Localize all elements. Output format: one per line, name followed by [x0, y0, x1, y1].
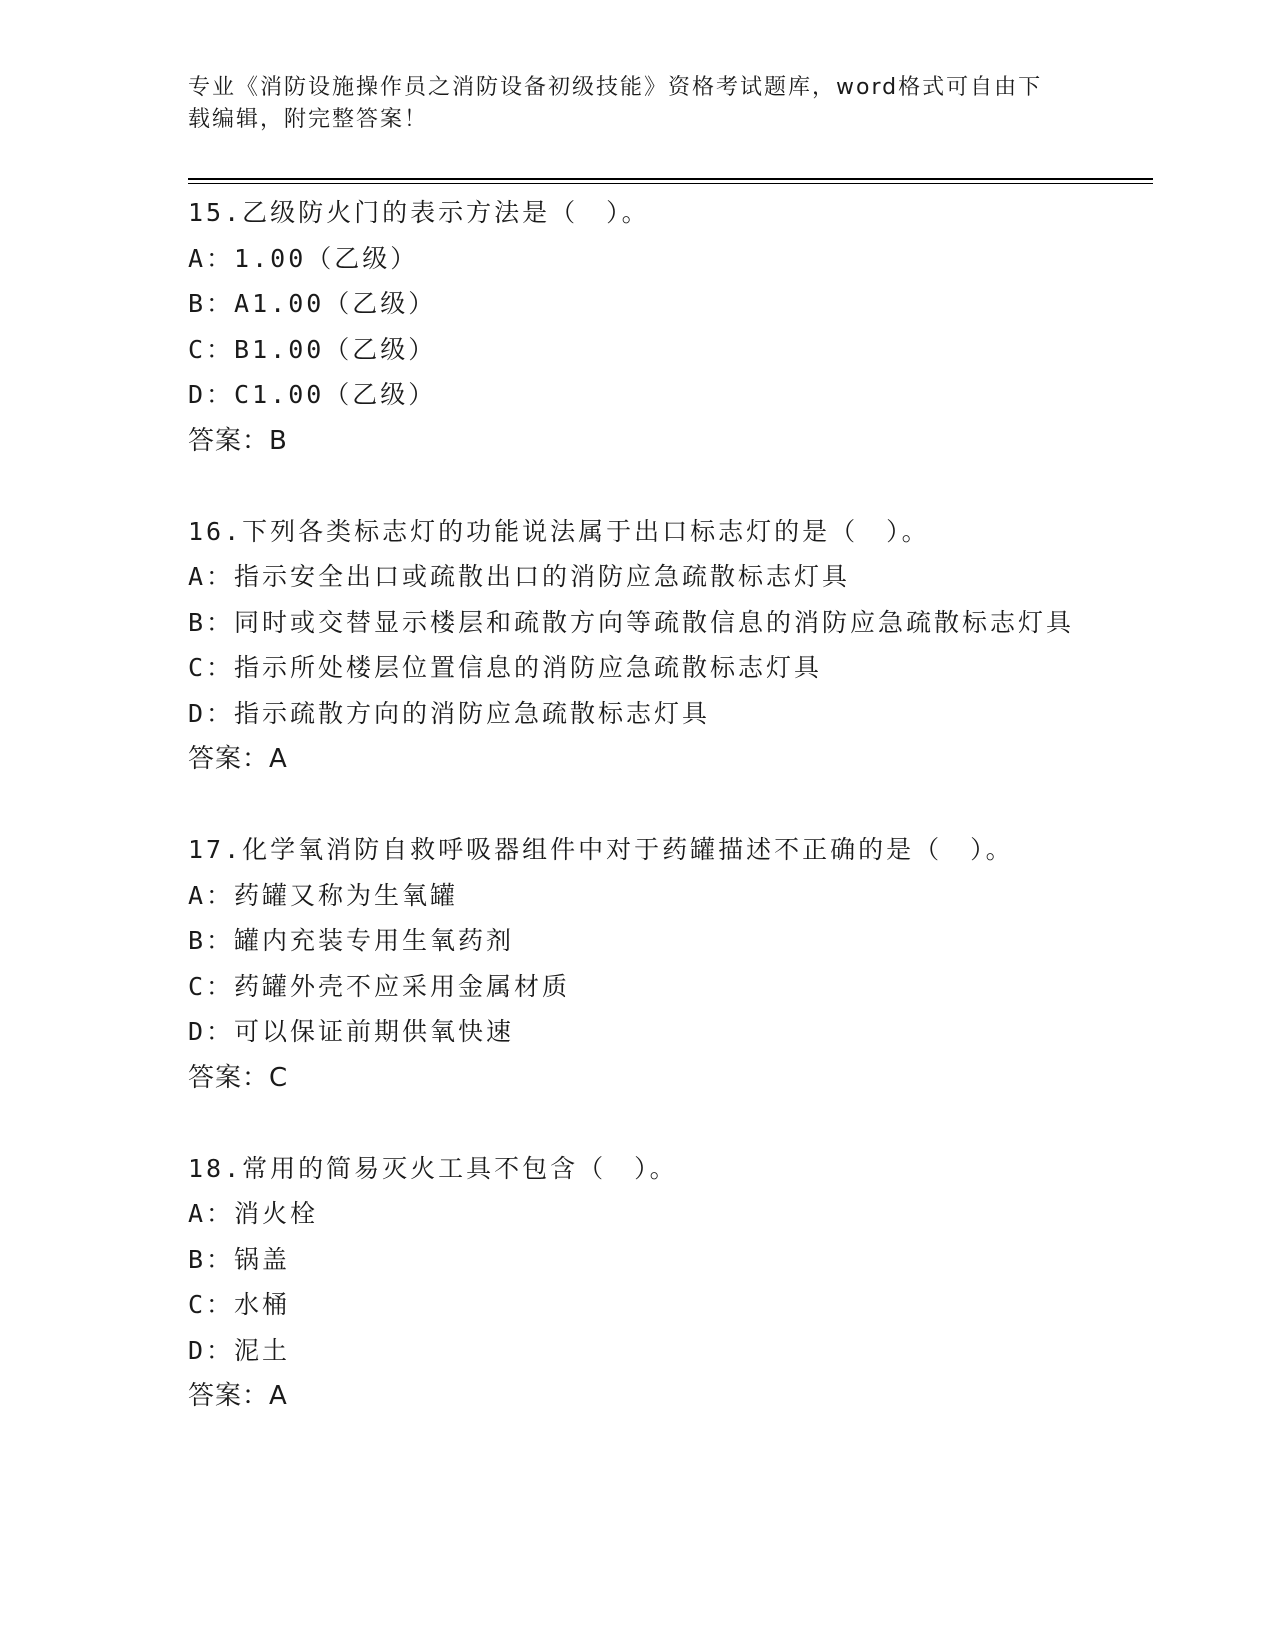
option-c: C：水桶 — [188, 1290, 291, 1319]
option-b: B：罐内充装专用生氧药剂 — [188, 926, 515, 955]
header-divider-thick — [188, 178, 1153, 180]
question-16 — [188, 509, 1088, 783]
option-d: D：泥土 — [188, 1335, 291, 1365]
question-stem: 16.下列各类标志灯的功能说法属于出口标志灯的是（ ）。 — [188, 516, 930, 546]
option-d: D：可以保证前期供氧快速 — [188, 1017, 515, 1046]
question-stem: 17.化学氧消防自救呼吸器组件中对于药罐描述不正确的是（ ）。 — [188, 835, 1014, 864]
option-c: C：指示所处楼层位置信息的消防应急疏散标志灯具 — [188, 653, 823, 682]
answer: 答案：C — [188, 1062, 289, 1093]
option-a: A：1.00（乙级） — [188, 243, 419, 273]
option-c: C：B1.00（乙级） — [188, 334, 437, 364]
document-header — [188, 72, 1068, 136]
question-15 — [188, 190, 1088, 464]
option-a: A：指示安全出口或疏散出口的消防应急疏散标志灯具 — [188, 562, 851, 591]
header-line-2: 载编辑，附完整答案！ — [188, 107, 429, 132]
option-b: B：A1.00（乙级） — [188, 289, 437, 318]
question-list — [188, 190, 1088, 1464]
question-stem: 15.乙级防火门的表示方法是（ ）。 — [188, 198, 650, 227]
answer: 答案：A — [188, 744, 288, 774]
question-17 — [188, 827, 1088, 1101]
option-b: B：同时或交替显示楼层和疏散方向等疏散信息的消防应急疏散标志灯具 — [188, 607, 1075, 637]
option-a: A：药罐又称为生氧罐 — [188, 880, 459, 910]
answer: 答案：B — [188, 425, 288, 456]
option-b: B：锅盖 — [188, 1244, 291, 1274]
header-line-1: 专业《消防设施操作员之消防设备初级技能》资格考试题库，word格式可自由下 — [188, 75, 1043, 100]
option-d: D：指示疏散方向的消防应急疏散标志灯具 — [188, 698, 711, 728]
header-divider-thin — [188, 183, 1153, 184]
question-stem: 18.常用的简易灭火工具不包含（ ）。 — [188, 1153, 678, 1183]
option-c: C：药罐外壳不应采用金属材质 — [188, 971, 571, 1001]
option-d: D：C1.00（乙级） — [188, 380, 437, 409]
question-18 — [188, 1146, 1088, 1420]
answer: 答案：A — [188, 1381, 288, 1411]
option-a: A：消火栓 — [188, 1199, 319, 1228]
